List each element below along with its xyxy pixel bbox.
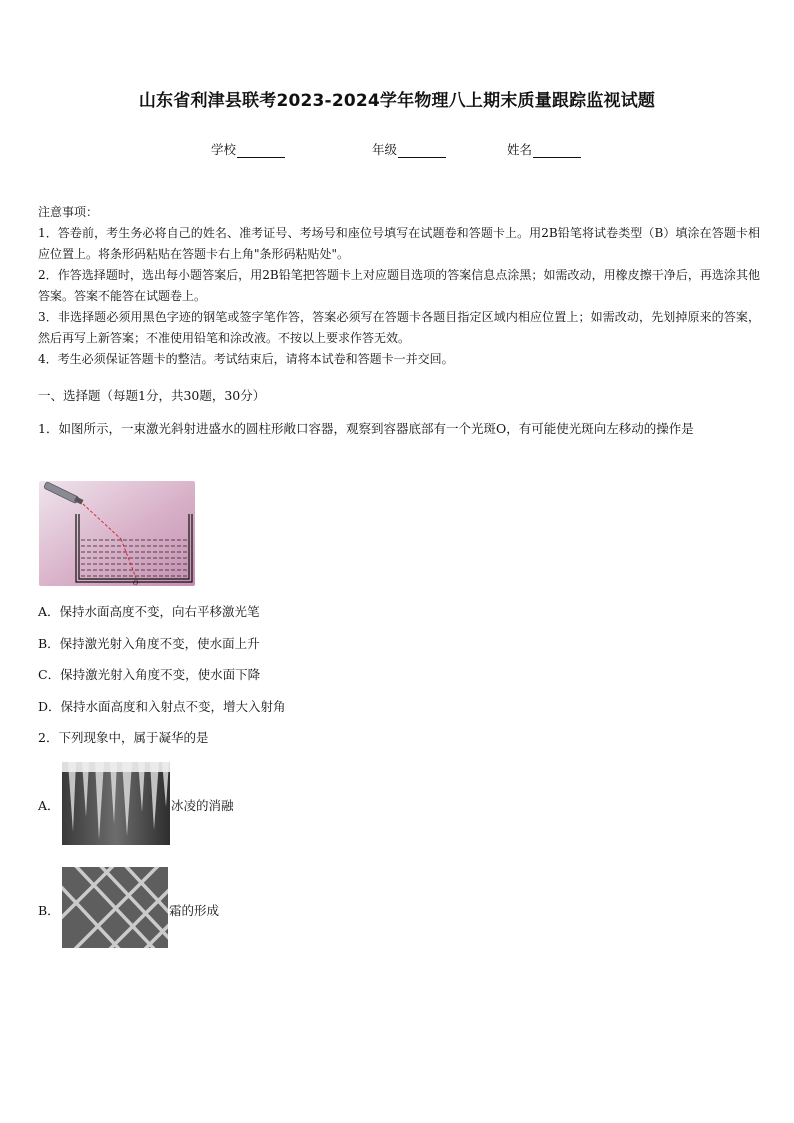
q1-option-b[interactable]: B．保持激光射入角度不变，使水面上升 bbox=[38, 636, 260, 651]
q2-option-b-caption[interactable]: 霜的形成 bbox=[169, 903, 220, 918]
school-label: 学校 bbox=[211, 142, 237, 157]
q2-option-a-caption[interactable]: 冰凌的消融 bbox=[171, 798, 234, 813]
grade-label: 年级 bbox=[372, 142, 398, 157]
q1-option-a[interactable]: A．保持水面高度不变，向右平移激光笔 bbox=[38, 604, 260, 619]
exam-title: 山东省利津县联考2023-2024学年物理八上期末质量跟踪监视试题 bbox=[138, 91, 656, 111]
notice-item: 3．非选择题必须用黑色字迹的钢笔或签字笔作答，答案必须写在答题卡各题目指定区域内相应位置上；如需改动，先划掉原来的答案，然后再写上新答案；不准使用铅笔和涂改液。不按以上要求作答无效。 bbox=[38, 310, 760, 345]
frost-photo bbox=[62, 867, 168, 948]
question-1-stem: 1．如图所示，一束激光斜射进盛水的圆柱形敞口容器，观察到容器底部有一个光斑O，有可能使光斑向左移动的操作是 bbox=[38, 421, 694, 436]
grade-blank[interactable] bbox=[398, 145, 446, 158]
notice-item: 1．答卷前，考生务必将自己的姓名、准考证号、考场号和座位号填写在试题卷和答题卡上。用2B铅笔将试卷类型（B）填涂在答题卡相应位置上。将条形码粘贴在答题卡右上角"条形码粘贴处"。 bbox=[38, 226, 760, 261]
icicle-photo bbox=[62, 762, 170, 845]
q2-option-b-letter[interactable]: B． bbox=[38, 903, 60, 918]
name-label: 姓名 bbox=[507, 142, 533, 157]
q1-option-c[interactable]: C．保持激光射入角度不变，使水面下降 bbox=[38, 667, 261, 682]
name-blank[interactable] bbox=[533, 145, 581, 158]
light-spot-label: O bbox=[133, 579, 139, 586]
notice-heading: 注意事项： bbox=[38, 205, 99, 219]
notice-item: 4．考生必须保证答题卡的整洁。考试结束后，请将本试卷和答题卡一并交回。 bbox=[38, 352, 454, 366]
school-field[interactable] bbox=[211, 140, 285, 158]
school-blank[interactable] bbox=[237, 145, 285, 158]
q2-option-a-letter[interactable]: A． bbox=[38, 798, 60, 813]
question-2-stem: 2．下列现象中，属于凝华的是 bbox=[38, 730, 209, 745]
notice-item: 2．作答选择题时，选出每小题答案后，用2B铅笔把答题卡上对应题目选项的答案信息点涂黑；如需改动，用橡皮擦干净后，再选涂其他答案。答案不能答在试题卷上。 bbox=[38, 268, 760, 303]
notice-block bbox=[38, 202, 760, 370]
grade-field[interactable] bbox=[372, 140, 446, 158]
name-field[interactable] bbox=[507, 140, 581, 158]
section-title: 一、选择题（每题1分，共30题，30分） bbox=[38, 388, 266, 403]
q1-option-d[interactable]: D．保持水面高度和入射点不变，增大入射角 bbox=[38, 699, 286, 714]
laser-container-figure bbox=[39, 481, 195, 586]
